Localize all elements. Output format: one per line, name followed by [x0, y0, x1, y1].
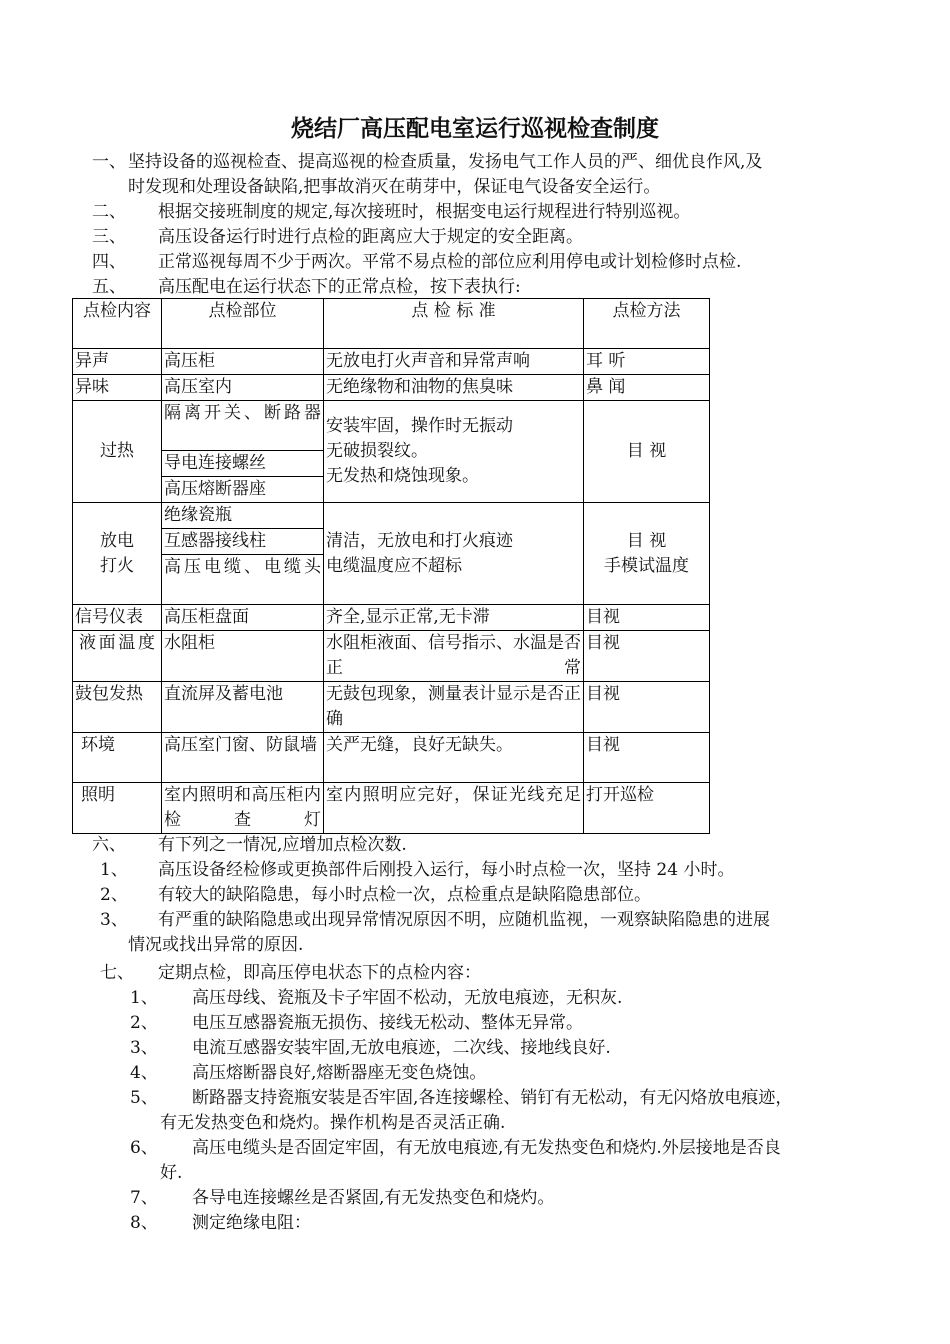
item-number: 6、	[130, 1138, 158, 1158]
clause-number: 三、	[92, 227, 126, 247]
clause-number: 七、	[100, 963, 134, 983]
clause-text: 有下列之一情况,应增加点检次数.	[158, 835, 407, 855]
item-text: 电流互感器安装牢固,无放电痕迹，二次线、接地线良好.	[192, 1038, 611, 1058]
item-text: 有严重的缺陷隐患或出现异常情况原因不明，应随机监视，一观察缺陷隐患的进展	[158, 910, 770, 930]
table-row	[73, 783, 710, 834]
item-number: 5、	[130, 1088, 158, 1108]
item-text: 各导电连接螺丝是否紧固,有无发热变色和烧灼。	[192, 1188, 555, 1208]
method-line: 目 视	[626, 530, 667, 551]
clause-text: 时发现和处理设备缺陷,把事故消灭在萌芽中，保证电气设备安全运行。	[128, 177, 661, 197]
item-number: 4、	[130, 1063, 158, 1083]
clause-number: 四、	[92, 252, 126, 272]
cell-part: 直流屏及蓄电池	[162, 682, 324, 733]
cell-content: 异味	[73, 375, 162, 401]
cell-standard: 无放电打火声音和异常声响	[324, 349, 584, 375]
item-text: 有较大的缺陷隐患，每小时点检一次，点检重点是缺陷隐患部位。	[158, 885, 651, 905]
cell-part: 绝缘瓷瓶	[162, 503, 324, 529]
cell-method: 目视	[584, 605, 710, 631]
standard-line: 无发热和烧蚀现象。	[326, 466, 479, 486]
item-text: 好.	[160, 1163, 183, 1183]
cell-part: 高压室门窗、防鼠墙	[162, 733, 324, 783]
item-number: 2、	[100, 885, 128, 905]
header-part: 点检部位	[162, 299, 324, 349]
item-text: 测定绝缘电阻：	[192, 1213, 311, 1233]
cell-standard	[324, 503, 584, 605]
inspection-table	[72, 298, 710, 834]
cell-part: 互感器接线柱	[162, 529, 324, 555]
clause-number: 二、	[92, 202, 126, 222]
cell-part: 高压室内	[162, 375, 324, 401]
table-row	[73, 682, 710, 733]
cell-method: 目视	[584, 733, 710, 783]
item-text: 断路器支持瓷瓶安装是否牢固,各连接螺栓、销钉有无松动，有无闪烙放电痕迹，	[192, 1088, 793, 1108]
table-row	[73, 401, 710, 451]
item-number: 2、	[130, 1013, 158, 1033]
cell-content: 过热	[73, 401, 162, 503]
table-row	[73, 605, 710, 631]
cell-part: 隔离开关、断路器	[162, 401, 324, 451]
cell-content: 液面温度	[73, 631, 162, 682]
header-method: 点检方法	[584, 299, 710, 349]
table-row	[73, 631, 710, 682]
standard-line: 电缆温度应不超标	[326, 555, 462, 576]
item-text: 高压熔断器良好,熔断器座无变色烧蚀。	[192, 1063, 487, 1083]
clause-text: 根据交接班制度的规定,每次接班时，根据变电运行规程进行特别巡视。	[158, 202, 691, 222]
method-line: 手模试温度	[604, 555, 689, 576]
item-number: 3、	[100, 910, 128, 930]
clause-text: 坚持设备的巡视检查、提高巡视的检查质量，发扬电气工作人员的严、细优良作风,及	[128, 152, 763, 172]
clause-text: 高压配电在运行状态下的正常点检，按下表执行:	[158, 277, 521, 297]
cell-content: 放电打火	[73, 503, 162, 605]
standard-line: 无破损裂纹。	[326, 441, 428, 461]
item-text: 高压母线、瓷瓶及卡子牢固不松动，无放电痕迹，无积灰.	[192, 988, 623, 1008]
clause-text: 正常巡视每周不少于两次。平常不易点检的部位应利用停电或计划检修时点检.	[158, 252, 742, 272]
item-text: 电压互感器瓷瓶无损伤、接线无松动、整体无异常。	[192, 1013, 583, 1033]
item-number: 1、	[100, 860, 128, 880]
cell-content: 信号仪表	[73, 605, 162, 631]
cell-content: 鼓包发热	[73, 682, 162, 733]
item-number: 7、	[130, 1188, 158, 1208]
cell-content: 环境	[73, 733, 162, 783]
cell-method: 目视	[584, 631, 710, 682]
cell-part: 高压熔断器座	[162, 477, 324, 503]
cell-standard: 水阻柜液面、信号指示、水温是否正常	[324, 631, 584, 682]
item-text: 高压设备经检修或更换部件后刚投入运行，每小时点检一次，坚持 24 小时。	[158, 860, 735, 880]
cell-part: 导电连接螺丝	[162, 451, 324, 477]
cell-part: 高压电缆、电缆头	[162, 555, 324, 605]
cell-method: 目 视	[584, 401, 710, 503]
clause-text: 高压设备运行时进行点检的距离应大于规定的安全距离。	[158, 227, 583, 247]
clause-number: 五、	[92, 277, 126, 297]
cell-standard: 齐全,显示正常,无卡滞	[324, 605, 584, 631]
cell-part: 高压柜	[162, 349, 324, 375]
page-title: 烧结厂高压配电室运行巡视检查制度	[291, 116, 659, 142]
cell-part: 室内照明和高压柜内检查灯	[162, 783, 324, 834]
table-row	[73, 375, 710, 401]
standard-line: 安装牢固，操作时无振动	[326, 416, 513, 436]
cell-part: 高压柜盘面	[162, 605, 324, 631]
cell-standard: 无绝缘物和油物的焦臭味	[324, 375, 584, 401]
cell-standard	[324, 401, 584, 503]
header-content: 点检内容	[73, 299, 162, 349]
clause-number: 一、	[92, 152, 126, 172]
item-number: 3、	[130, 1038, 158, 1058]
cell-method	[584, 503, 710, 605]
clause-number: 六、	[92, 835, 126, 855]
cell-method: 耳 听	[584, 349, 710, 375]
cell-standard: 关严无缝，良好无缺失。	[324, 733, 584, 783]
cell-method: 打开巡检	[584, 783, 710, 834]
table-row	[73, 733, 710, 783]
cell-content: 照明	[73, 783, 162, 834]
cell-method: 鼻 闻	[584, 375, 710, 401]
item-text: 情况或找出异常的原因.	[128, 935, 304, 955]
header-standard: 点 检 标 准	[324, 299, 584, 349]
item-text: 高压电缆头是否固定牢固，有无放电痕迹,有无发热变色和烧灼.外层接地是否良	[192, 1138, 781, 1158]
table-row	[73, 349, 710, 375]
cell-method: 目视	[584, 682, 710, 733]
clause-text: 定期点检，即高压停电状态下的点检内容：	[158, 963, 481, 983]
item-number: 1、	[130, 988, 158, 1008]
cell-content: 异声	[73, 349, 162, 375]
table-header-row	[73, 299, 710, 349]
cell-standard: 室内照明应完好，保证光线充足	[324, 783, 584, 834]
cell-part: 水阻柜	[162, 631, 324, 682]
standard-line: 清洁，无放电和打火痕迹	[326, 530, 513, 551]
cell-standard: 无鼓包现象，测量表计显示是否正确	[324, 682, 584, 733]
table-row	[73, 503, 710, 529]
item-text: 有无发热变色和烧灼。操作机构是否灵活正确.	[160, 1113, 506, 1133]
item-number: 8、	[130, 1213, 158, 1233]
